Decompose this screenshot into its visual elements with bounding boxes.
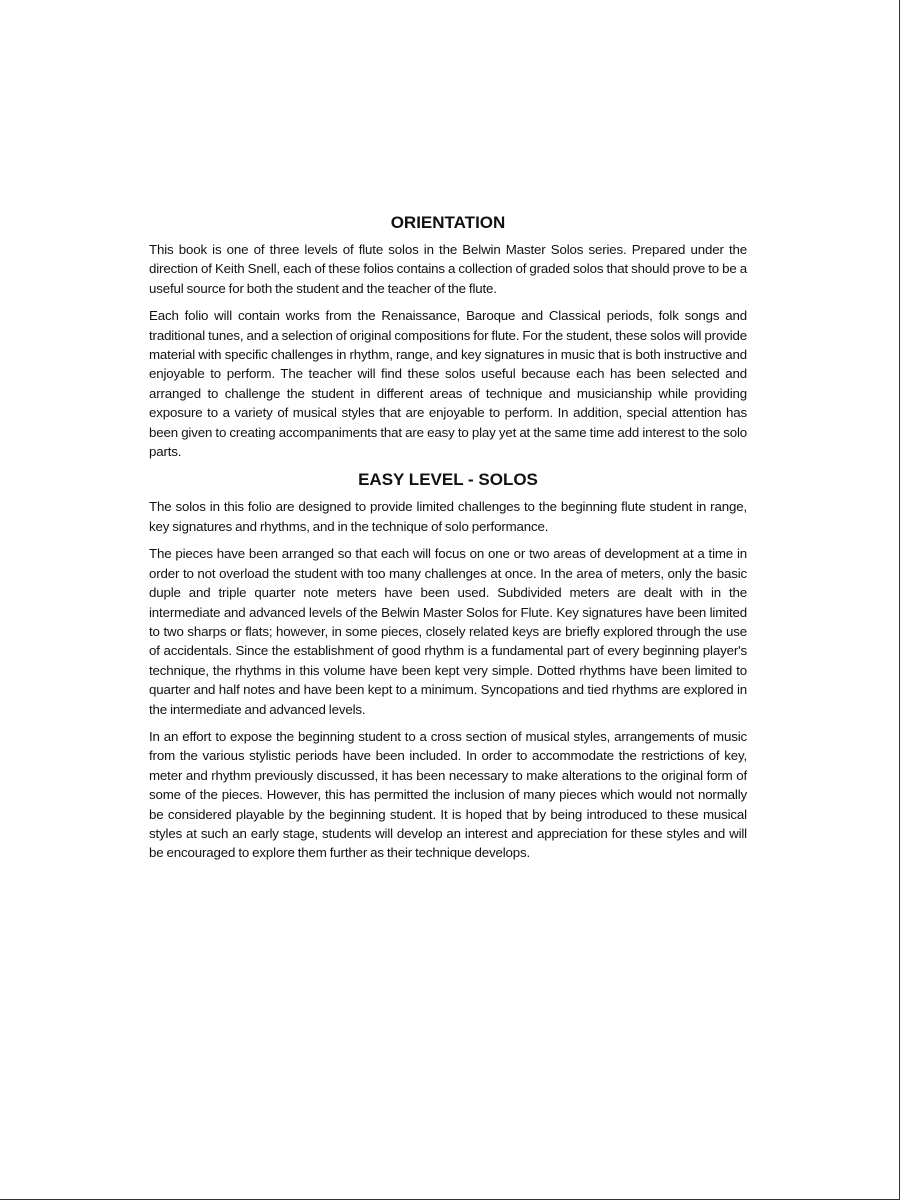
easy-level-paragraph-1: The solos in this folio are designed to provide limited challenges to the beginning flute student in range, key signatures and rhythms, and in the technique of solo performance. — [149, 499, 747, 534]
easy-level-paragraph-2: The pieces have been arranged so that each will focus on one or two areas of development at a time in order to not overload the student with too many challenges at once. In the area of meters, only the basic duple and triple quarter note meters have been used. Subdivided meters are dealt with in the intermediate and advanced levels of the Belwin Master Solos for Flute. Key signatures have been limited to two sharps or flats; however, in some pieces, closely related keys are briefly explored through the use of accidentals. Since the establishment of good rhythm is a fundamental part of every beginning player's technique, the rhythms in this volume have been kept very simple. Dotted rhythms have been limited to quarter and half notes and have been kept to a minimum. Syncopations and tied rhythms are explored in the intermediate and advanced levels. — [149, 546, 747, 717]
easy-level-paragraph-3: In an effort to expose the beginning student to a cross section of musical styles, arrangements of music from the various stylistic periods have been included. In order to accommodate the restrictions of key, meter and rhythm previously discussed, it has been necessary to make alterations to the original form of some of the pieces. However, this has permitted the inclusion of many pieces which would not normally be considered playable by the beginning student. It is hoped that by being introduced to these musical styles at such an early stage, students will develop an interest and appreciation for these styles and will be encouraged to explore them further as their technique develops. — [149, 728, 747, 861]
easy-level-heading: EASY LEVEL - SOLOS — [358, 470, 538, 490]
orientation-heading: ORIENTATION — [390, 213, 506, 232]
document-page — [149, 212, 747, 871]
orientation-paragraph-2: Each folio will contain works from the Renaissance, Baroque and Classical periods, folk songs and traditional tunes, and a selection of original compositions for flute. For the student, these solos will provide material with specific challenges in rhythm, range, and key signatures in music that is both instructive and enjoyable to perform. The teacher will find these solos useful because each has been selected and arranged to challenge the student in different areas of technique and musicianship while providing exposure to a variety of musical styles that are enjoyable to perform. In addition, special attention has been given to creating accompaniments that are easy to play yet at the same time add interest to the solo parts. — [149, 308, 747, 460]
orientation-paragraph-1: This book is one of three levels of flute solos in the Belwin Master Solos series. Prepared under the direction of Keith Snell, each of these folios contains a collection of graded solos that should prove to be a useful source for both the student and the teacher of the flute. — [149, 242, 747, 296]
